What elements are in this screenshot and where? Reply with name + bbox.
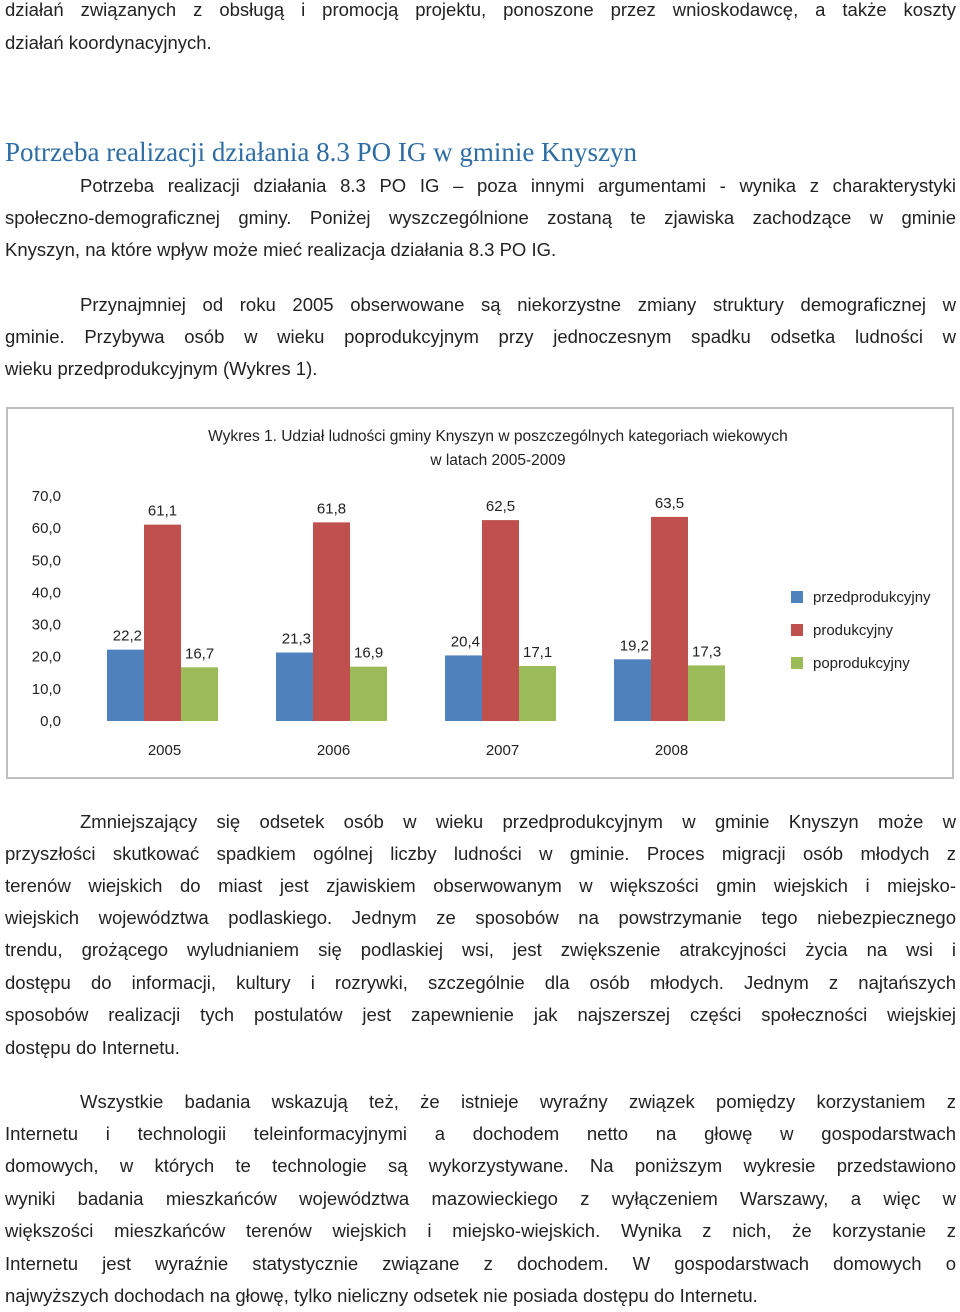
paragraph-line: Knyszyn, na które wpływ może mieć realizacja działania 8.3 PO IG. (5, 239, 557, 260)
paragraph-line: dostępu do informacji, kultury i rozrywki, szczególnie dla osób młodych. Jednym z najtańszych (5, 972, 956, 993)
data-label: 16,7 (185, 645, 215, 663)
y-tick-label: 60,0 (31, 520, 61, 538)
paragraph-line: Internetu i technologii teleinformacyjnymi a dochodem netto na głowę w gospodarstwach (5, 1123, 956, 1144)
legend-label: produkcyjny (813, 622, 894, 639)
bar-przedprodukcyjny-2008 (614, 659, 651, 721)
bar-produkcyjny-2008 (651, 517, 688, 721)
paragraph-line: wieku przedprodukcyjnym (Wykres 1). (5, 358, 318, 379)
legend-label: poprodukcyjny (813, 655, 910, 672)
data-label: 16,9 (354, 644, 384, 662)
legend-label: przedprodukcyjny (813, 589, 931, 606)
data-label: 63,5 (654, 494, 685, 512)
section-heading: Potrzeba realizacji działania 8.3 PO IG w gminie Knyszyn (5, 137, 638, 167)
data-label: 17,1 (523, 644, 553, 662)
y-tick-label: 50,0 (31, 552, 61, 570)
y-tick-label: 0,0 (40, 713, 61, 730)
paragraph-line: dostępu do Internetu. (5, 1037, 180, 1058)
paragraph-line: gminie. Przybywa osób w wieku poprodukcyjnym przy jednoczesnym spadku odsetka ludności w (5, 326, 956, 347)
paragraph-line: Potrzeba realizacji działania 8.3 PO IG – poza innymi argumentami - wynika z charakterystyki (80, 175, 956, 196)
bar-produkcyjny-2007 (482, 520, 519, 721)
x-tick-label: 2005 (147, 742, 182, 759)
paragraph-line: Przynajmniej od roku 2005 obserwowane są niekorzystne zmiany struktury demograficznej w (80, 294, 956, 315)
paragraph-line: Zmniejszający się odsetek osób w wieku przedprodukcyjnym w gminie Knyszyn może w (80, 811, 956, 832)
y-tick-label: 20,0 (31, 648, 61, 666)
paragraph-line: społeczno-demograficznej gminy. Poniżej wyszczególnione zostaną te zjawiska zachodzące w gminie (5, 207, 956, 228)
data-label: 61,1 (147, 502, 178, 520)
chart-subtitle: w latach 2005-2009 (430, 452, 566, 469)
x-tick-label: 2008 (654, 742, 689, 759)
paragraph-line: większości mieszkańców terenów wiejskich i miejsko-wiejskich. Wynika z nich, że korzystanie z (5, 1220, 956, 1241)
chart-figure (6, 407, 954, 779)
legend-swatch-przedprodukcyjny (791, 591, 803, 603)
bar-przedprodukcyjny-2007 (445, 655, 482, 721)
data-label: 22,2 (112, 627, 142, 645)
data-label: 61,8 (316, 500, 347, 518)
bar-poprodukcyjny-2006 (350, 667, 387, 721)
paragraph-line: terenów wiejskich do miast jest zjawiskiem obserwowanym w większości gmin wiejskich i miejsko- (5, 875, 956, 896)
paragraph-line: wyniki badania mieszkańców województwa mazowieckiego z wyłączeniem Warszawy, a więc w (5, 1188, 956, 1209)
data-label: 20,4 (450, 633, 480, 651)
chart-title: Wykres 1. Udział ludności gminy Knyszyn w poszczególnych kategoriach wiekowych (208, 428, 788, 445)
paragraph-line: najwyższych dochodach na głowę, tylko nieliczny odsetek nie posiada dostępu do Internetu. (5, 1285, 758, 1306)
data-label: 19,2 (619, 637, 649, 655)
data-label: 17,3 (692, 643, 722, 661)
paragraph-line: trendu, grożącego wyludnianiem się podlaskiej wsi, jest zwiększenie atrakcyjności życia na wsi i (5, 939, 956, 960)
y-tick-label: 30,0 (31, 616, 61, 634)
data-label: 21,3 (281, 630, 311, 648)
paragraph-line: sposobów realizacji tych postulatów jest zapewnienie jak najszerszej części społeczności wiejskiej (5, 1004, 956, 1025)
paragraph-line: wiejskich województwa podlaskiego. Jednym ze sposobów na powstrzymanie tego niebezpiecznego (5, 907, 956, 928)
bar-przedprodukcyjny-2006 (276, 653, 313, 721)
x-tick-label: 2006 (316, 742, 351, 759)
bar-przedprodukcyjny-2005 (107, 650, 144, 721)
paragraph-line: Internetu jest wyraźnie statystycznie związane z dochodem. W gospodarstwach domowych o (5, 1253, 956, 1274)
paragraph-line: domowych, w których te technologie są wykorzystywane. Na poniższym wykresie przedstawiono (5, 1155, 956, 1176)
bar-poprodukcyjny-2007 (519, 666, 556, 721)
legend-swatch-poprodukcyjny (791, 657, 803, 669)
y-tick-label: 40,0 (31, 584, 61, 602)
bar-produkcyjny-2005 (144, 525, 181, 721)
y-tick-label: 10,0 (31, 680, 61, 698)
bar-chart (8, 409, 952, 777)
legend-swatch-produkcyjny (791, 624, 803, 636)
bar-poprodukcyjny-2008 (688, 665, 725, 721)
bar-produkcyjny-2006 (313, 522, 350, 721)
paragraph-line: działań koordynacyjnych. (5, 32, 212, 53)
y-tick-label: 70,0 (31, 488, 61, 505)
bar-poprodukcyjny-2005 (181, 667, 218, 721)
paragraph-line: działań związanych z obsługą i promocją projektu, ponoszone przez wnioskodawcę, a także koszty (5, 0, 956, 20)
x-tick-label: 2007 (485, 742, 520, 759)
paragraph-line: przyszłości skutkować spadkiem ogólnej liczby ludności w gminie. Proces migracji osób młodych z (5, 843, 956, 864)
paragraph-line: Wszystkie badania wskazują też, że istnieje wyraźny związek pomiędzy korzystaniem z (80, 1091, 956, 1112)
data-label: 62,5 (485, 498, 516, 516)
